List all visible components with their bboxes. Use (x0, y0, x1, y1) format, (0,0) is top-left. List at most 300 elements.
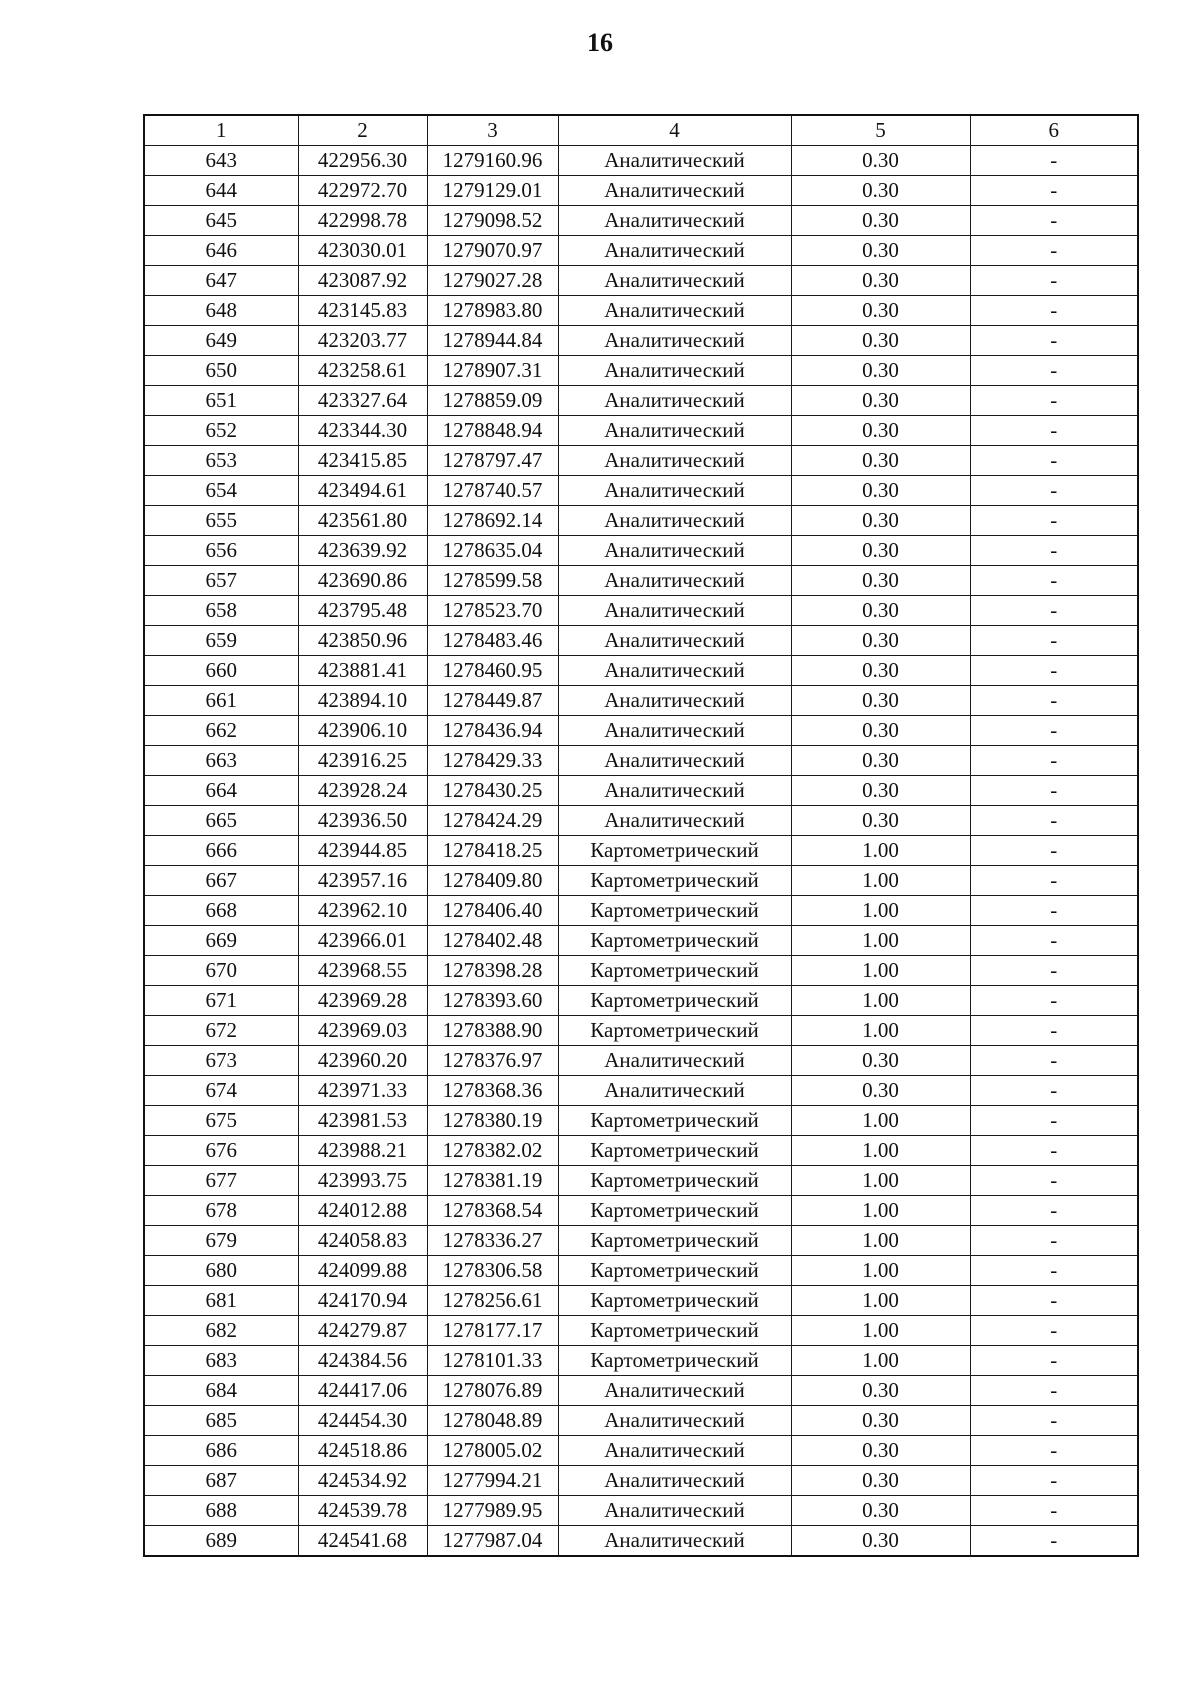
column-header: 1 (144, 115, 298, 146)
method-cell: Аналитический (558, 806, 791, 836)
x-coordinate-cell: 424099.88 (298, 1256, 427, 1286)
x-coordinate-cell: 424058.83 (298, 1226, 427, 1256)
method-cell: Аналитический (558, 176, 791, 206)
table-body (144, 146, 1138, 1557)
note-cell: - (970, 296, 1138, 326)
method-cell: Аналитический (558, 386, 791, 416)
x-coordinate-cell: 422972.70 (298, 176, 427, 206)
y-coordinate-cell: 1278177.17 (427, 1316, 558, 1346)
point-number-cell: 674 (144, 1076, 298, 1106)
point-number-cell: 654 (144, 476, 298, 506)
y-coordinate-cell: 1278635.04 (427, 536, 558, 566)
method-cell: Картометрический (558, 1016, 791, 1046)
accuracy-cell: 0.30 (791, 806, 970, 836)
x-coordinate-cell: 423639.92 (298, 536, 427, 566)
x-coordinate-cell: 423258.61 (298, 356, 427, 386)
note-cell: - (970, 326, 1138, 356)
y-coordinate-cell: 1279160.96 (427, 146, 558, 176)
accuracy-cell: 0.30 (791, 386, 970, 416)
table-row (144, 656, 1138, 686)
note-cell: - (970, 206, 1138, 236)
x-coordinate-cell: 423494.61 (298, 476, 427, 506)
accuracy-cell: 0.30 (791, 656, 970, 686)
point-number-cell: 648 (144, 296, 298, 326)
x-coordinate-cell: 422998.78 (298, 206, 427, 236)
method-cell: Картометрический (558, 1286, 791, 1316)
table-row (144, 506, 1138, 536)
table-row (144, 296, 1138, 326)
method-cell: Аналитический (558, 266, 791, 296)
point-number-cell: 686 (144, 1436, 298, 1466)
note-cell: - (970, 1406, 1138, 1436)
point-number-cell: 669 (144, 926, 298, 956)
y-coordinate-cell: 1278692.14 (427, 506, 558, 536)
table-row (144, 716, 1138, 746)
method-cell: Картометрический (558, 836, 791, 866)
table-row (144, 956, 1138, 986)
method-cell: Картометрический (558, 926, 791, 956)
note-cell: - (970, 176, 1138, 206)
table-header-row (144, 115, 1138, 146)
accuracy-cell: 1.00 (791, 1226, 970, 1256)
note-cell: - (970, 686, 1138, 716)
note-cell: - (970, 1016, 1138, 1046)
note-cell: - (970, 266, 1138, 296)
note-cell: - (970, 836, 1138, 866)
table-row (144, 1106, 1138, 1136)
table-row (144, 806, 1138, 836)
x-coordinate-cell: 424384.56 (298, 1346, 427, 1376)
x-coordinate-cell: 423145.83 (298, 296, 427, 326)
x-coordinate-cell: 423894.10 (298, 686, 427, 716)
y-coordinate-cell: 1278740.57 (427, 476, 558, 506)
method-cell: Аналитический (558, 416, 791, 446)
point-number-cell: 652 (144, 416, 298, 446)
y-coordinate-cell: 1278388.90 (427, 1016, 558, 1046)
accuracy-cell: 1.00 (791, 1106, 970, 1136)
method-cell: Картометрический (558, 986, 791, 1016)
method-cell: Аналитический (558, 1376, 791, 1406)
x-coordinate-cell: 423971.33 (298, 1076, 427, 1106)
accuracy-cell: 0.30 (791, 1526, 970, 1557)
y-coordinate-cell: 1278368.36 (427, 1076, 558, 1106)
note-cell: - (970, 956, 1138, 986)
accuracy-cell: 1.00 (791, 1136, 970, 1166)
accuracy-cell: 0.30 (791, 1376, 970, 1406)
point-number-cell: 643 (144, 146, 298, 176)
point-number-cell: 656 (144, 536, 298, 566)
table-row (144, 146, 1138, 176)
x-coordinate-cell: 423344.30 (298, 416, 427, 446)
table-row (144, 1316, 1138, 1346)
method-cell: Аналитический (558, 1436, 791, 1466)
method-cell: Картометрический (558, 1166, 791, 1196)
accuracy-cell: 1.00 (791, 1016, 970, 1046)
accuracy-cell: 0.30 (791, 686, 970, 716)
accuracy-cell: 0.30 (791, 446, 970, 476)
method-cell: Аналитический (558, 1496, 791, 1526)
x-coordinate-cell: 423969.03 (298, 1016, 427, 1046)
accuracy-cell: 0.30 (791, 536, 970, 566)
point-number-cell: 672 (144, 1016, 298, 1046)
point-number-cell: 677 (144, 1166, 298, 1196)
method-cell: Картометрический (558, 1136, 791, 1166)
method-cell: Картометрический (558, 896, 791, 926)
note-cell: - (970, 506, 1138, 536)
point-number-cell: 685 (144, 1406, 298, 1436)
table-row (144, 1196, 1138, 1226)
column-header: 4 (558, 115, 791, 146)
point-number-cell: 647 (144, 266, 298, 296)
method-cell: Аналитический (558, 566, 791, 596)
point-number-cell: 661 (144, 686, 298, 716)
y-coordinate-cell: 1278983.80 (427, 296, 558, 326)
method-cell: Картометрический (558, 1346, 791, 1376)
method-cell: Картометрический (558, 1256, 791, 1286)
y-coordinate-cell: 1278382.02 (427, 1136, 558, 1166)
accuracy-cell: 0.30 (791, 236, 970, 266)
method-cell: Аналитический (558, 236, 791, 266)
accuracy-cell: 1.00 (791, 1166, 970, 1196)
x-coordinate-cell: 424012.88 (298, 1196, 427, 1226)
method-cell: Аналитический (558, 296, 791, 326)
method-cell: Аналитический (558, 686, 791, 716)
y-coordinate-cell: 1278460.95 (427, 656, 558, 686)
y-coordinate-cell: 1278256.61 (427, 1286, 558, 1316)
x-coordinate-cell: 423960.20 (298, 1046, 427, 1076)
point-number-cell: 644 (144, 176, 298, 206)
note-cell: - (970, 1466, 1138, 1496)
note-cell: - (970, 1046, 1138, 1076)
point-number-cell: 658 (144, 596, 298, 626)
accuracy-cell: 0.30 (791, 1406, 970, 1436)
point-number-cell: 670 (144, 956, 298, 986)
point-number-cell: 673 (144, 1046, 298, 1076)
note-cell: - (970, 866, 1138, 896)
x-coordinate-cell: 423988.21 (298, 1136, 427, 1166)
point-number-cell: 682 (144, 1316, 298, 1346)
table-row (144, 386, 1138, 416)
table-row (144, 1466, 1138, 1496)
note-cell: - (970, 236, 1138, 266)
table-row (144, 986, 1138, 1016)
note-cell: - (970, 716, 1138, 746)
point-number-cell: 668 (144, 896, 298, 926)
x-coordinate-cell: 424279.87 (298, 1316, 427, 1346)
column-header: 3 (427, 115, 558, 146)
table-row (144, 206, 1138, 236)
table-row (144, 236, 1138, 266)
note-cell: - (970, 656, 1138, 686)
point-number-cell: 688 (144, 1496, 298, 1526)
accuracy-cell: 1.00 (791, 896, 970, 926)
note-cell: - (970, 1076, 1138, 1106)
x-coordinate-cell: 423906.10 (298, 716, 427, 746)
table-row (144, 1016, 1138, 1046)
method-cell: Аналитический (558, 506, 791, 536)
note-cell: - (970, 1376, 1138, 1406)
point-number-cell: 646 (144, 236, 298, 266)
point-number-cell: 678 (144, 1196, 298, 1226)
method-cell: Аналитический (558, 716, 791, 746)
accuracy-cell: 1.00 (791, 926, 970, 956)
accuracy-cell: 1.00 (791, 1196, 970, 1226)
point-number-cell: 684 (144, 1376, 298, 1406)
x-coordinate-cell: 422956.30 (298, 146, 427, 176)
x-coordinate-cell: 423981.53 (298, 1106, 427, 1136)
table-row (144, 1526, 1138, 1557)
note-cell: - (970, 1166, 1138, 1196)
table-row (144, 266, 1138, 296)
note-cell: - (970, 386, 1138, 416)
note-cell: - (970, 1106, 1138, 1136)
y-coordinate-cell: 1278380.19 (427, 1106, 558, 1136)
y-coordinate-cell: 1277989.95 (427, 1496, 558, 1526)
note-cell: - (970, 1286, 1138, 1316)
accuracy-cell: 0.30 (791, 716, 970, 746)
note-cell: - (970, 1316, 1138, 1346)
note-cell: - (970, 1226, 1138, 1256)
table-row (144, 1406, 1138, 1436)
x-coordinate-cell: 423928.24 (298, 776, 427, 806)
y-coordinate-cell: 1278398.28 (427, 956, 558, 986)
method-cell: Аналитический (558, 1406, 791, 1436)
accuracy-cell: 0.30 (791, 1076, 970, 1106)
table-row (144, 176, 1138, 206)
method-cell: Аналитический (558, 1046, 791, 1076)
note-cell: - (970, 1136, 1138, 1166)
y-coordinate-cell: 1278336.27 (427, 1226, 558, 1256)
table-row (144, 776, 1138, 806)
table-row (144, 326, 1138, 356)
point-number-cell: 659 (144, 626, 298, 656)
method-cell: Аналитический (558, 326, 791, 356)
point-number-cell: 662 (144, 716, 298, 746)
note-cell: - (970, 446, 1138, 476)
table-row (144, 926, 1138, 956)
method-cell: Аналитический (558, 746, 791, 776)
note-cell: - (970, 1526, 1138, 1557)
method-cell: Аналитический (558, 1076, 791, 1106)
y-coordinate-cell: 1278376.97 (427, 1046, 558, 1076)
table-row (144, 1226, 1138, 1256)
table-row (144, 1376, 1138, 1406)
point-number-cell: 655 (144, 506, 298, 536)
y-coordinate-cell: 1277994.21 (427, 1466, 558, 1496)
x-coordinate-cell: 423561.80 (298, 506, 427, 536)
table-row (144, 836, 1138, 866)
table-row (144, 626, 1138, 656)
point-number-cell: 671 (144, 986, 298, 1016)
x-coordinate-cell: 423936.50 (298, 806, 427, 836)
note-cell: - (970, 1436, 1138, 1466)
accuracy-cell: 0.30 (791, 206, 970, 236)
point-number-cell: 667 (144, 866, 298, 896)
table-row (144, 866, 1138, 896)
x-coordinate-cell: 423962.10 (298, 896, 427, 926)
note-cell: - (970, 626, 1138, 656)
table-row (144, 686, 1138, 716)
point-number-cell: 664 (144, 776, 298, 806)
y-coordinate-cell: 1278381.19 (427, 1166, 558, 1196)
table-row (144, 1256, 1138, 1286)
accuracy-cell: 0.30 (791, 1436, 970, 1466)
point-number-cell: 660 (144, 656, 298, 686)
x-coordinate-cell: 423966.01 (298, 926, 427, 956)
y-coordinate-cell: 1279129.01 (427, 176, 558, 206)
note-cell: - (970, 566, 1138, 596)
coordinates-table (143, 114, 1139, 1557)
page-number: 16 (587, 28, 613, 57)
accuracy-cell: 0.30 (791, 626, 970, 656)
x-coordinate-cell: 423957.16 (298, 866, 427, 896)
x-coordinate-cell: 423795.48 (298, 596, 427, 626)
point-number-cell: 679 (144, 1226, 298, 1256)
x-coordinate-cell: 423916.25 (298, 746, 427, 776)
accuracy-cell: 1.00 (791, 1256, 970, 1286)
table-row (144, 1166, 1138, 1196)
accuracy-cell: 1.00 (791, 836, 970, 866)
y-coordinate-cell: 1278429.33 (427, 746, 558, 776)
note-cell: - (970, 806, 1138, 836)
x-coordinate-cell: 423850.96 (298, 626, 427, 656)
x-coordinate-cell: 423087.92 (298, 266, 427, 296)
x-coordinate-cell: 423415.85 (298, 446, 427, 476)
method-cell: Картометрический (558, 1316, 791, 1346)
accuracy-cell: 1.00 (791, 866, 970, 896)
y-coordinate-cell: 1278306.58 (427, 1256, 558, 1286)
method-cell: Аналитический (558, 206, 791, 236)
note-cell: - (970, 986, 1138, 1016)
accuracy-cell: 0.30 (791, 326, 970, 356)
point-number-cell: 649 (144, 326, 298, 356)
y-coordinate-cell: 1279070.97 (427, 236, 558, 266)
accuracy-cell: 0.30 (791, 356, 970, 386)
table-row (144, 446, 1138, 476)
accuracy-cell: 0.30 (791, 1466, 970, 1496)
y-coordinate-cell: 1278907.31 (427, 356, 558, 386)
method-cell: Аналитический (558, 596, 791, 626)
point-number-cell: 663 (144, 746, 298, 776)
note-cell: - (970, 1496, 1138, 1526)
method-cell: Аналитический (558, 146, 791, 176)
y-coordinate-cell: 1279098.52 (427, 206, 558, 236)
y-coordinate-cell: 1278523.70 (427, 596, 558, 626)
method-cell: Аналитический (558, 626, 791, 656)
note-cell: - (970, 536, 1138, 566)
method-cell: Картометрический (558, 866, 791, 896)
table-row (144, 1076, 1138, 1106)
x-coordinate-cell: 423968.55 (298, 956, 427, 986)
note-cell: - (970, 596, 1138, 626)
x-coordinate-cell: 423690.86 (298, 566, 427, 596)
note-cell: - (970, 476, 1138, 506)
accuracy-cell: 0.30 (791, 296, 970, 326)
accuracy-cell: 0.30 (791, 416, 970, 446)
accuracy-cell: 0.30 (791, 1496, 970, 1526)
note-cell: - (970, 356, 1138, 386)
method-cell: Аналитический (558, 776, 791, 806)
point-number-cell: 689 (144, 1526, 298, 1557)
note-cell: - (970, 776, 1138, 806)
method-cell: Аналитический (558, 1466, 791, 1496)
accuracy-cell: 1.00 (791, 956, 970, 986)
y-coordinate-cell: 1278101.33 (427, 1346, 558, 1376)
y-coordinate-cell: 1278418.25 (427, 836, 558, 866)
note-cell: - (970, 896, 1138, 926)
accuracy-cell: 1.00 (791, 1286, 970, 1316)
accuracy-cell: 1.00 (791, 986, 970, 1016)
table-row (144, 356, 1138, 386)
method-cell: Картометрический (558, 1196, 791, 1226)
column-header: 6 (970, 115, 1138, 146)
y-coordinate-cell: 1278368.54 (427, 1196, 558, 1226)
accuracy-cell: 1.00 (791, 1346, 970, 1376)
method-cell: Аналитический (558, 536, 791, 566)
note-cell: - (970, 146, 1138, 176)
y-coordinate-cell: 1278409.80 (427, 866, 558, 896)
y-coordinate-cell: 1278436.94 (427, 716, 558, 746)
method-cell: Картометрический (558, 1226, 791, 1256)
y-coordinate-cell: 1278848.94 (427, 416, 558, 446)
accuracy-cell: 0.30 (791, 176, 970, 206)
x-coordinate-cell: 423030.01 (298, 236, 427, 266)
y-coordinate-cell: 1278402.48 (427, 926, 558, 956)
table-row (144, 476, 1138, 506)
x-coordinate-cell: 423203.77 (298, 326, 427, 356)
y-coordinate-cell: 1278859.09 (427, 386, 558, 416)
method-cell: Картометрический (558, 1106, 791, 1136)
point-number-cell: 657 (144, 566, 298, 596)
point-number-cell: 650 (144, 356, 298, 386)
point-number-cell: 653 (144, 446, 298, 476)
table-row (144, 1436, 1138, 1466)
table-row (144, 416, 1138, 446)
note-cell: - (970, 1196, 1138, 1226)
table-row (144, 536, 1138, 566)
y-coordinate-cell: 1278424.29 (427, 806, 558, 836)
y-coordinate-cell: 1279027.28 (427, 266, 558, 296)
point-number-cell: 676 (144, 1136, 298, 1166)
x-coordinate-cell: 424454.30 (298, 1406, 427, 1436)
y-coordinate-cell: 1278393.60 (427, 986, 558, 1016)
x-coordinate-cell: 424170.94 (298, 1286, 427, 1316)
x-coordinate-cell: 424541.68 (298, 1526, 427, 1557)
x-coordinate-cell: 423327.64 (298, 386, 427, 416)
point-number-cell: 681 (144, 1286, 298, 1316)
column-header: 5 (791, 115, 970, 146)
table-row (144, 566, 1138, 596)
point-number-cell: 645 (144, 206, 298, 236)
x-coordinate-cell: 424417.06 (298, 1376, 427, 1406)
accuracy-cell: 0.30 (791, 746, 970, 776)
x-coordinate-cell: 424534.92 (298, 1466, 427, 1496)
y-coordinate-cell: 1278005.02 (427, 1436, 558, 1466)
y-coordinate-cell: 1278048.89 (427, 1406, 558, 1436)
y-coordinate-cell: 1278944.84 (427, 326, 558, 356)
accuracy-cell: 0.30 (791, 146, 970, 176)
y-coordinate-cell: 1278797.47 (427, 446, 558, 476)
x-coordinate-cell: 424518.86 (298, 1436, 427, 1466)
point-number-cell: 680 (144, 1256, 298, 1286)
x-coordinate-cell: 423881.41 (298, 656, 427, 686)
x-coordinate-cell: 424539.78 (298, 1496, 427, 1526)
table-row (144, 746, 1138, 776)
accuracy-cell: 0.30 (791, 476, 970, 506)
table-row (144, 1346, 1138, 1376)
note-cell: - (970, 1256, 1138, 1286)
accuracy-cell: 1.00 (791, 1316, 970, 1346)
